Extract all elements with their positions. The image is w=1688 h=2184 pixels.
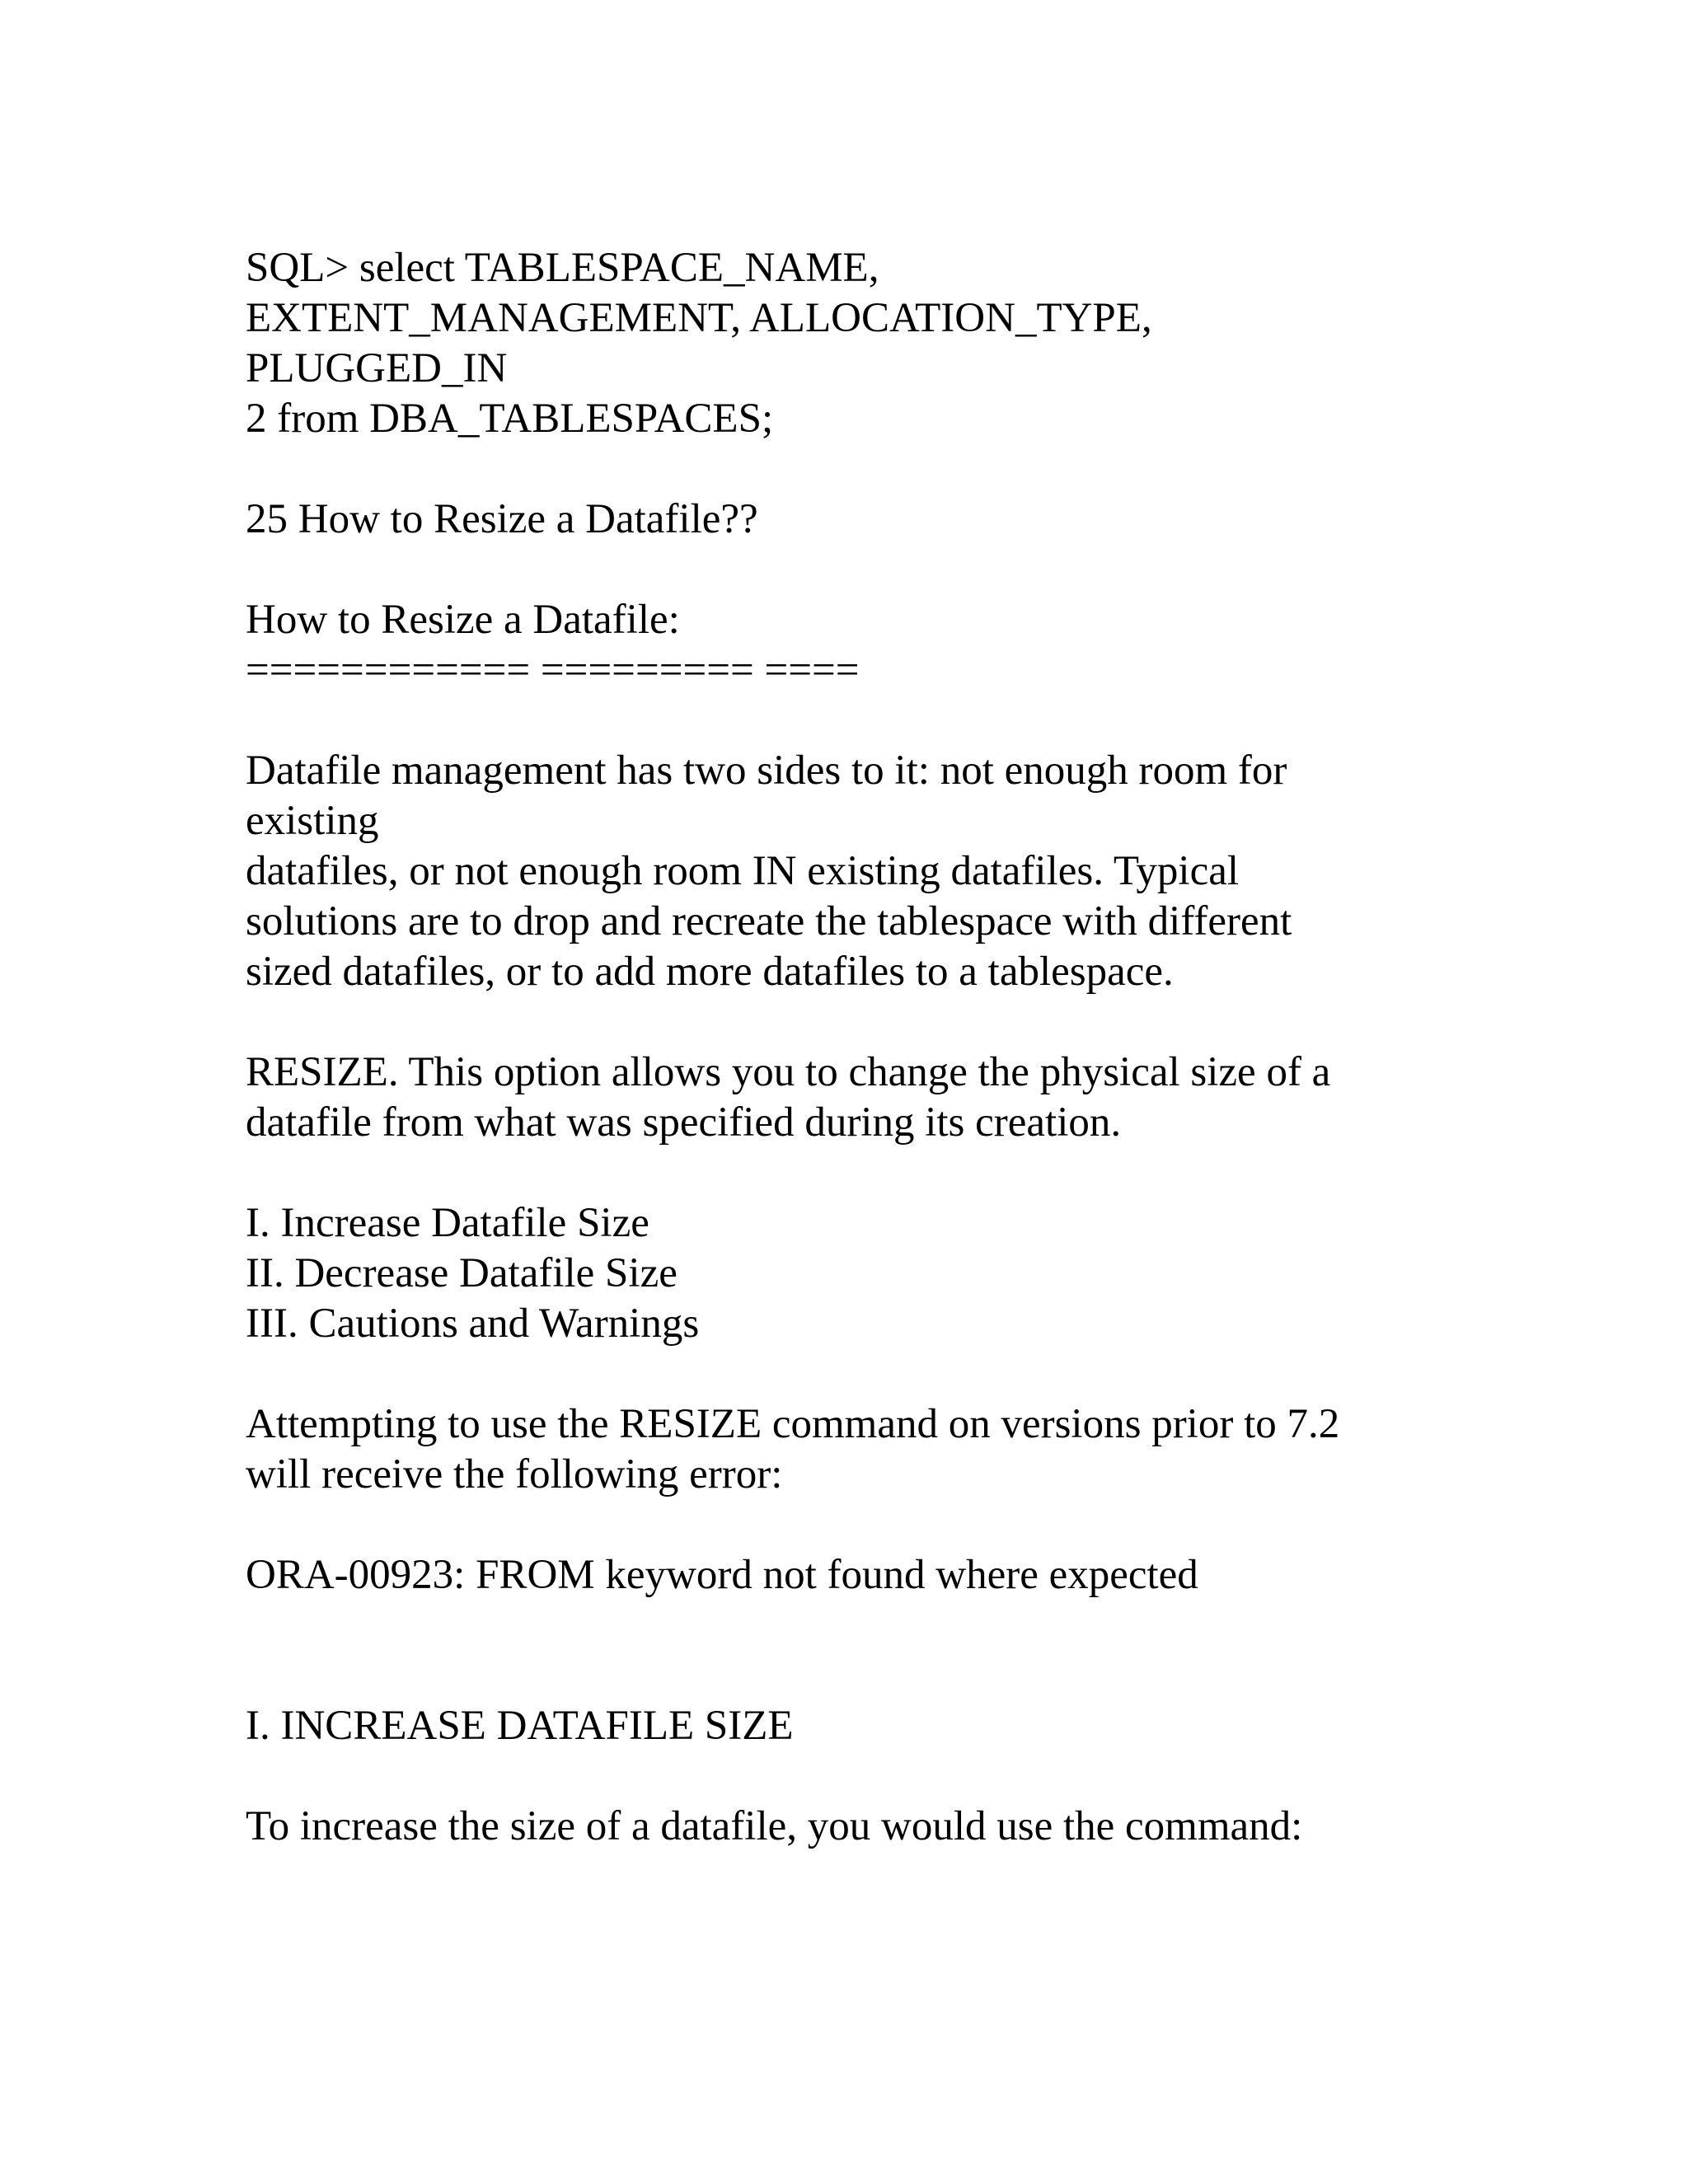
document-page [246,243,1482,1852]
section-underline: ============ ========= ==== [246,647,860,693]
spacer [246,1751,1482,1802]
intro-paragraph [246,746,1482,997]
paragraph-line: datafiles, or not enough room IN existing datafiles. Typical [246,848,1240,894]
paragraph-line: existing [246,798,379,844]
version-paragraph [246,1399,1482,1500]
spacer [246,1500,1482,1550]
increase-paragraph: To increase the size of a datafile, you would use the command: [246,1803,1303,1849]
spacer [246,444,1482,494]
outline-item: II. Decrease Datafile Size [246,1250,678,1296]
sql-query-line: SQL> select TABLESPACE_NAME, [246,245,879,291]
resize-paragraph [246,1047,1482,1148]
error-message: ORA-00923: FROM keyword not found where expected [246,1552,1198,1598]
section-title: How to Resize a Datafile: [246,597,680,643]
spacer [246,545,1482,595]
spacer [246,696,1482,746]
paragraph-line: Attempting to use the RESIZE command on versions prior to 7.2 [246,1401,1340,1447]
paragraph-line: solutions are to drop and recreate the tablespace with different [246,898,1292,944]
increase-heading: I. INCREASE DATAFILE SIZE [246,1703,794,1749]
sql-query-line: 2 from DBA_TABLESPACES; [246,396,774,442]
spacer [246,1349,1482,1399]
outline-list [246,1198,1482,1349]
spacer [246,997,1482,1047]
paragraph-line: sized datafiles, or to add more datafiles to a tablespace. [246,949,1174,995]
spacer [246,1148,1482,1198]
sql-query-line: EXTENT_MANAGEMENT, ALLOCATION_TYPE, [246,295,1152,341]
question-heading: 25 How to Resize a Datafile?? [246,496,758,542]
paragraph-line: Datafile management has two sides to it: not enough room for [246,748,1287,794]
sql-query-line: PLUGGED_IN [246,345,508,391]
outline-item: III. Cautions and Warnings [246,1301,700,1347]
spacer [246,1601,1482,1701]
sql-query-block [246,243,1482,444]
outline-item: I. Increase Datafile Size [246,1200,649,1246]
paragraph-line: RESIZE. This option allows you to change the physical size of a [246,1049,1331,1095]
paragraph-line: datafile from what was specified during its creation. [246,1099,1122,1146]
paragraph-line: will receive the following error: [246,1451,783,1497]
